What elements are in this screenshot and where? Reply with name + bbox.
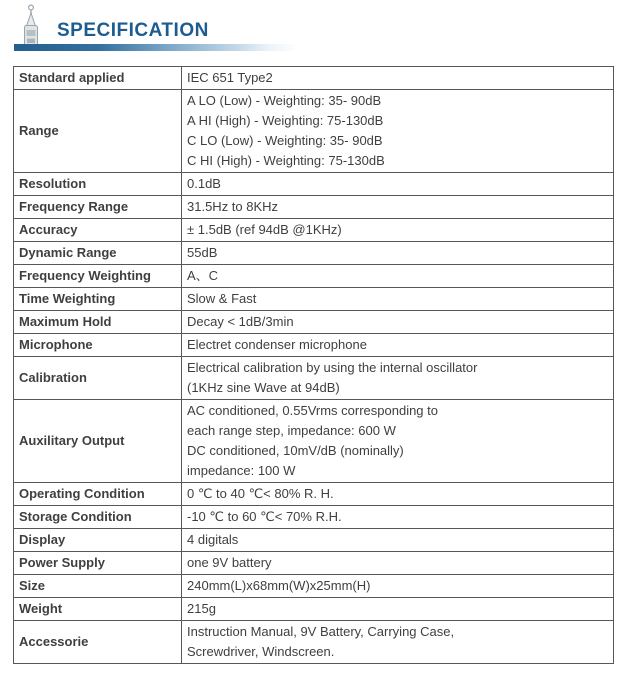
- spec-label: Size: [14, 575, 182, 598]
- spec-value: [182, 334, 614, 357]
- spec-value-line: impedance: 100 W: [187, 463, 296, 478]
- spec-label: Range: [14, 90, 182, 173]
- spec-value: [182, 357, 614, 400]
- spec-value-line: 240mm(L)x68mm(W)x25mm(H): [187, 578, 371, 593]
- spec-value-line: -10 ℃ to 60 ℃< 70% R.H.: [187, 509, 342, 524]
- spec-value-line: A HI (High) - Weighting: 75-130dB: [187, 113, 384, 128]
- spec-value: [182, 219, 614, 242]
- spec-row-microphone: [14, 334, 614, 357]
- spec-value-line: each range step, impedance: 600 W: [187, 423, 396, 438]
- spec-value-line: 0.1dB: [187, 176, 221, 191]
- spec-label: Auxilitary Output: [14, 400, 182, 483]
- spec-value: [182, 311, 614, 334]
- spec-row-dynamic-range: [14, 242, 614, 265]
- spec-value: [182, 552, 614, 575]
- spec-value: [182, 288, 614, 311]
- spec-value: [182, 575, 614, 598]
- spec-value: [182, 529, 614, 552]
- spec-table-body: [14, 67, 614, 664]
- spec-value-line: AC conditioned, 0.55Vrms corresponding to: [187, 403, 438, 418]
- spec-row-power-supply: [14, 552, 614, 575]
- spec-row-storage-condition: [14, 506, 614, 529]
- spec-label: Time Weighting: [14, 288, 182, 311]
- spec-value-line: 55dB: [187, 245, 218, 260]
- spec-row-standard-applied: [14, 67, 614, 90]
- page-title: SPECIFICATION: [57, 20, 209, 41]
- spec-row-frequency-weighting: [14, 265, 614, 288]
- spec-value: [182, 598, 614, 621]
- spec-value-line: 0 ℃ to 40 ℃< 80% R. H.: [187, 486, 334, 501]
- spec-row-auxilitary-output: [14, 400, 614, 483]
- spec-value-line: Decay < 1dB/3min: [187, 314, 294, 329]
- spec-value-line: IEC 651 Type2: [187, 70, 273, 85]
- spec-value: [182, 506, 614, 529]
- spec-row-time-weighting: [14, 288, 614, 311]
- spec-label: Storage Condition: [14, 506, 182, 529]
- spec-value-line: ± 1.5dB (ref 94dB @1KHz): [187, 222, 342, 237]
- spec-value: [182, 67, 614, 90]
- spec-label: Power Supply: [14, 552, 182, 575]
- spec-label: Accuracy: [14, 219, 182, 242]
- spec-row-resolution: [14, 173, 614, 196]
- spec-value-line: Instruction Manual, 9V Battery, Carrying Case,: [187, 624, 455, 639]
- spec-label: Accessorie: [14, 621, 182, 664]
- spec-value-line: one 9V battery: [187, 555, 272, 570]
- spec-label: Maximum Hold: [14, 311, 182, 334]
- spec-row-accessorie: [14, 621, 614, 664]
- spec-row-weight: [14, 598, 614, 621]
- spec-value-line: 4 digitals: [187, 532, 239, 547]
- spec-value: [182, 196, 614, 219]
- spec-label: Weight: [14, 598, 182, 621]
- spec-value: [182, 400, 614, 483]
- spec-label: Calibration: [14, 357, 182, 400]
- spec-label: Frequency Weighting: [14, 265, 182, 288]
- spec-value: [182, 265, 614, 288]
- spec-value-line: A、C: [187, 268, 219, 283]
- spec-label: Frequency Range: [14, 196, 182, 219]
- spec-row-range: [14, 90, 614, 173]
- spec-value: [182, 90, 614, 173]
- spec-label: Operating Condition: [14, 483, 182, 506]
- spec-label: Microphone: [14, 334, 182, 357]
- spec-label: Display: [14, 529, 182, 552]
- spec-row-accuracy: [14, 219, 614, 242]
- spec-value-line: C HI (High) - Weighting: 75-130dB: [187, 153, 385, 168]
- spec-row-frequency-range: [14, 196, 614, 219]
- spec-value-line: 31.5Hz to 8KHz: [187, 199, 279, 214]
- spec-table: [13, 66, 614, 664]
- spec-row-operating-condition: [14, 483, 614, 506]
- spec-label: Resolution: [14, 173, 182, 196]
- spec-value-line: A LO (Low) - Weighting: 35- 90dB: [187, 93, 382, 108]
- spec-row-size: [14, 575, 614, 598]
- spec-value-line: Electret condenser microphone: [187, 337, 367, 352]
- spec-value-line: Screwdriver, Windscreen.: [187, 644, 335, 659]
- spec-value-line: 215g: [187, 601, 216, 616]
- spec-value-line: DC conditioned, 10mV/dB (nominally): [187, 443, 404, 458]
- spec-value: [182, 621, 614, 664]
- spec-row-calibration: [14, 357, 614, 400]
- spec-value: [182, 483, 614, 506]
- spec-value-line: (1KHz sine Wave at 94dB): [187, 380, 340, 395]
- spec-value-line: Slow & Fast: [187, 291, 257, 306]
- spec-label: Dynamic Range: [14, 242, 182, 265]
- spec-row-maximum-hold: [14, 311, 614, 334]
- spec-value: [182, 242, 614, 265]
- page-header: [0, 0, 624, 66]
- spec-value: [182, 173, 614, 196]
- spec-value-line: C LO (Low) - Weighting: 35- 90dB: [187, 133, 383, 148]
- spec-value-line: Electrical calibration by using the internal oscillator: [187, 360, 478, 375]
- spec-label: Standard applied: [14, 67, 182, 90]
- header-gradient-bar: [14, 44, 299, 51]
- spec-row-display: [14, 529, 614, 552]
